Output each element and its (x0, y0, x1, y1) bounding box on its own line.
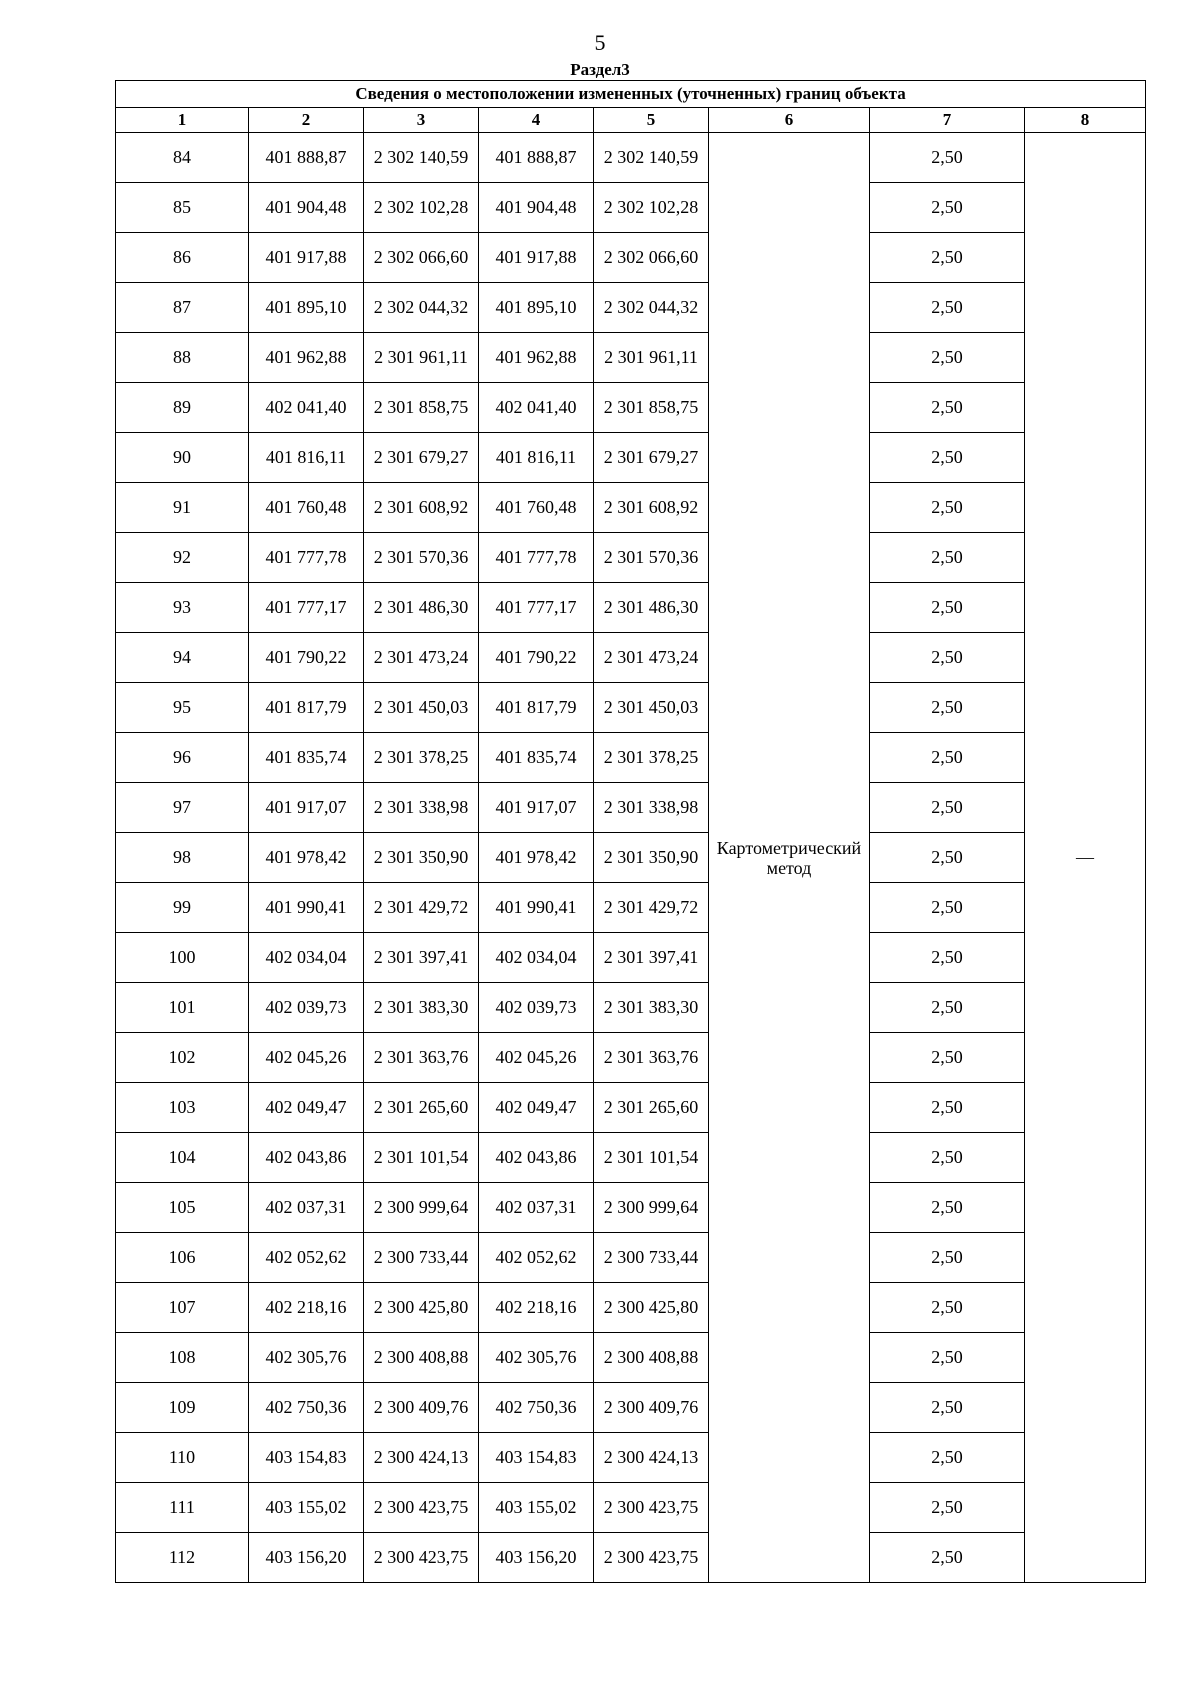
y-coordinate-cell: 2 302 066,60 (364, 233, 479, 283)
y-coordinate-cell: 2 301 608,92 (364, 483, 479, 533)
column-header-3: 3 (364, 108, 479, 133)
x-coordinate-refined-cell: 402 034,04 (479, 933, 594, 983)
y-coordinate-cell: 2 301 473,24 (364, 633, 479, 683)
point-number-cell: 95 (116, 683, 249, 733)
y-coordinate-refined-cell: 2 300 423,75 (594, 1533, 709, 1583)
x-coordinate-cell: 401 888,87 (249, 133, 364, 183)
table-row (116, 1433, 1146, 1483)
x-coordinate-refined-cell: 401 990,41 (479, 883, 594, 933)
coordinates-table (115, 80, 1146, 1583)
y-coordinate-refined-cell: 2 302 140,59 (594, 133, 709, 183)
x-coordinate-refined-cell: 401 888,87 (479, 133, 594, 183)
point-number-cell: 110 (116, 1433, 249, 1483)
y-coordinate-cell: 2 300 999,64 (364, 1183, 479, 1233)
x-coordinate-cell: 402 218,16 (249, 1283, 364, 1333)
y-coordinate-cell: 2 301 450,03 (364, 683, 479, 733)
x-coordinate-cell: 401 917,07 (249, 783, 364, 833)
y-coordinate-cell: 2 301 350,90 (364, 833, 479, 883)
point-number-cell: 96 (116, 733, 249, 783)
x-coordinate-cell: 401 816,11 (249, 433, 364, 483)
y-coordinate-refined-cell: 2 301 429,72 (594, 883, 709, 933)
accuracy-cell: 2,50 (870, 183, 1025, 233)
point-number-cell: 111 (116, 1483, 249, 1533)
point-number-cell: 104 (116, 1133, 249, 1183)
accuracy-cell: 2,50 (870, 433, 1025, 483)
x-coordinate-refined-cell: 403 154,83 (479, 1433, 594, 1483)
x-coordinate-refined-cell: 401 816,11 (479, 433, 594, 483)
table-row (116, 233, 1146, 283)
table-row (116, 1233, 1146, 1283)
table-row (116, 333, 1146, 383)
y-coordinate-refined-cell: 2 300 999,64 (594, 1183, 709, 1233)
x-coordinate-refined-cell: 401 790,22 (479, 633, 594, 683)
point-number-cell: 105 (116, 1183, 249, 1233)
x-coordinate-refined-cell: 401 760,48 (479, 483, 594, 533)
point-number-cell: 98 (116, 833, 249, 883)
column-header-7: 7 (870, 108, 1025, 133)
x-coordinate-refined-cell: 402 750,36 (479, 1383, 594, 1433)
accuracy-cell: 2,50 (870, 233, 1025, 283)
x-coordinate-cell: 402 034,04 (249, 933, 364, 983)
point-number-cell: 102 (116, 1033, 249, 1083)
table-row (116, 1533, 1146, 1583)
accuracy-cell: 2,50 (870, 133, 1025, 183)
point-number-cell: 85 (116, 183, 249, 233)
y-coordinate-refined-cell: 2 301 570,36 (594, 533, 709, 583)
y-coordinate-cell: 2 300 424,13 (364, 1433, 479, 1483)
accuracy-cell: 2,50 (870, 1033, 1025, 1083)
accuracy-cell: 2,50 (870, 283, 1025, 333)
x-coordinate-cell: 402 045,26 (249, 1033, 364, 1083)
x-coordinate-refined-cell: 401 962,88 (479, 333, 594, 383)
y-coordinate-refined-cell: 2 301 383,30 (594, 983, 709, 1033)
y-coordinate-cell: 2 301 961,11 (364, 333, 479, 383)
point-number-cell: 97 (116, 783, 249, 833)
y-coordinate-cell: 2 300 733,44 (364, 1233, 479, 1283)
accuracy-cell: 2,50 (870, 1383, 1025, 1433)
x-coordinate-refined-cell: 402 218,16 (479, 1283, 594, 1333)
y-coordinate-cell: 2 300 409,76 (364, 1383, 479, 1433)
x-coordinate-refined-cell: 403 155,02 (479, 1483, 594, 1533)
y-coordinate-cell: 2 302 102,28 (364, 183, 479, 233)
x-coordinate-refined-cell: 401 917,88 (479, 233, 594, 283)
y-coordinate-cell: 2 302 044,32 (364, 283, 479, 333)
y-coordinate-cell: 2 301 570,36 (364, 533, 479, 583)
x-coordinate-refined-cell: 402 041,40 (479, 383, 594, 433)
x-coordinate-refined-cell: 403 156,20 (479, 1533, 594, 1583)
table-row (116, 283, 1146, 333)
accuracy-cell: 2,50 (870, 633, 1025, 683)
table-row (116, 733, 1146, 783)
method-cell: Картометрический метод (709, 133, 870, 1583)
table-row (116, 433, 1146, 483)
accuracy-cell: 2,50 (870, 1483, 1025, 1533)
page-number: 5 (594, 30, 606, 55)
x-coordinate-cell: 401 962,88 (249, 333, 364, 383)
column-header-6: 6 (709, 108, 870, 133)
table-body (116, 133, 1146, 1583)
table-row (116, 883, 1146, 933)
x-coordinate-cell: 402 305,76 (249, 1333, 364, 1383)
x-coordinate-refined-cell: 401 978,42 (479, 833, 594, 883)
x-coordinate-cell: 402 750,36 (249, 1383, 364, 1433)
x-coordinate-refined-cell: 401 904,48 (479, 183, 594, 233)
y-coordinate-refined-cell: 2 301 378,25 (594, 733, 709, 783)
y-coordinate-refined-cell: 2 302 102,28 (594, 183, 709, 233)
x-coordinate-cell: 401 990,41 (249, 883, 364, 933)
y-coordinate-refined-cell: 2 301 397,41 (594, 933, 709, 983)
x-coordinate-cell: 401 790,22 (249, 633, 364, 683)
x-coordinate-refined-cell: 401 835,74 (479, 733, 594, 783)
table-row (116, 833, 1146, 883)
table-row (116, 183, 1146, 233)
table-row (116, 383, 1146, 433)
point-number-cell: 107 (116, 1283, 249, 1333)
accuracy-cell: 2,50 (870, 483, 1025, 533)
accuracy-cell: 2,50 (870, 1233, 1025, 1283)
x-coordinate-refined-cell: 402 037,31 (479, 1183, 594, 1233)
y-coordinate-refined-cell: 2 301 450,03 (594, 683, 709, 733)
accuracy-cell: 2,50 (870, 883, 1025, 933)
x-coordinate-cell: 401 777,78 (249, 533, 364, 583)
y-coordinate-refined-cell: 2 302 044,32 (594, 283, 709, 333)
table-row (116, 1133, 1146, 1183)
table-row (116, 983, 1146, 1033)
y-coordinate-refined-cell: 2 301 101,54 (594, 1133, 709, 1183)
accuracy-cell: 2,50 (870, 1133, 1025, 1183)
point-number-cell: 92 (116, 533, 249, 583)
point-number-cell: 108 (116, 1333, 249, 1383)
accuracy-cell: 2,50 (870, 683, 1025, 733)
y-coordinate-cell: 2 300 408,88 (364, 1333, 479, 1383)
y-coordinate-refined-cell: 2 301 486,30 (594, 583, 709, 633)
y-coordinate-cell: 2 300 425,80 (364, 1283, 479, 1333)
column-number-row (116, 108, 1146, 133)
x-coordinate-cell: 402 052,62 (249, 1233, 364, 1283)
y-coordinate-cell: 2 301 679,27 (364, 433, 479, 483)
y-coordinate-refined-cell: 2 301 338,98 (594, 783, 709, 833)
point-number-cell: 106 (116, 1233, 249, 1283)
y-coordinate-cell: 2 301 101,54 (364, 1133, 479, 1183)
table-row (116, 1083, 1146, 1133)
accuracy-cell: 2,50 (870, 1183, 1025, 1233)
point-number-cell: 88 (116, 333, 249, 383)
x-coordinate-cell: 402 043,86 (249, 1133, 364, 1183)
y-coordinate-refined-cell: 2 300 425,80 (594, 1283, 709, 1333)
x-coordinate-refined-cell: 401 917,07 (479, 783, 594, 833)
y-coordinate-refined-cell: 2 301 350,90 (594, 833, 709, 883)
accuracy-cell: 2,50 (870, 783, 1025, 833)
accuracy-cell: 2,50 (870, 1433, 1025, 1483)
table-row (116, 683, 1146, 733)
point-number-cell: 99 (116, 883, 249, 933)
x-coordinate-refined-cell: 402 043,86 (479, 1133, 594, 1183)
y-coordinate-refined-cell: 2 301 608,92 (594, 483, 709, 533)
column-header-1: 1 (116, 108, 249, 133)
y-coordinate-cell: 2 301 363,76 (364, 1033, 479, 1083)
accuracy-cell: 2,50 (870, 1283, 1025, 1333)
x-coordinate-cell: 401 978,42 (249, 833, 364, 883)
table-row (116, 483, 1146, 533)
y-coordinate-cell: 2 300 423,75 (364, 1533, 479, 1583)
point-number-cell: 86 (116, 233, 249, 283)
y-coordinate-refined-cell: 2 301 961,11 (594, 333, 709, 383)
point-number-cell: 90 (116, 433, 249, 483)
x-coordinate-refined-cell: 401 817,79 (479, 683, 594, 733)
y-coordinate-refined-cell: 2 300 424,13 (594, 1433, 709, 1483)
accuracy-cell: 2,50 (870, 333, 1025, 383)
x-coordinate-refined-cell: 402 045,26 (479, 1033, 594, 1083)
point-number-cell: 91 (116, 483, 249, 533)
x-coordinate-refined-cell: 402 305,76 (479, 1333, 594, 1383)
point-number-cell: 89 (116, 383, 249, 433)
y-coordinate-cell: 2 301 397,41 (364, 933, 479, 983)
table-row (116, 583, 1146, 633)
x-coordinate-refined-cell: 401 777,78 (479, 533, 594, 583)
accuracy-cell: 2,50 (870, 833, 1025, 883)
point-number-cell: 100 (116, 933, 249, 983)
table-row (116, 533, 1146, 583)
y-coordinate-cell: 2 300 423,75 (364, 1483, 479, 1533)
x-coordinate-refined-cell: 401 777,17 (479, 583, 594, 633)
point-number-cell: 103 (116, 1083, 249, 1133)
table-row (116, 783, 1146, 833)
point-number-cell: 87 (116, 283, 249, 333)
column-8-cell: — (1025, 133, 1146, 1583)
column-header-2: 2 (249, 108, 364, 133)
y-coordinate-refined-cell: 2 302 066,60 (594, 233, 709, 283)
accuracy-cell: 2,50 (870, 383, 1025, 433)
point-number-cell: 112 (116, 1533, 249, 1583)
x-coordinate-refined-cell: 402 049,47 (479, 1083, 594, 1133)
table-row (116, 133, 1146, 183)
point-number-cell: 94 (116, 633, 249, 683)
point-number-cell: 109 (116, 1383, 249, 1433)
y-coordinate-refined-cell: 2 300 408,88 (594, 1333, 709, 1383)
point-number-cell: 93 (116, 583, 249, 633)
x-coordinate-cell: 402 039,73 (249, 983, 364, 1033)
table-row (116, 1033, 1146, 1083)
table-row (116, 1483, 1146, 1533)
accuracy-cell: 2,50 (870, 933, 1025, 983)
x-coordinate-cell: 401 917,88 (249, 233, 364, 283)
table-row (116, 933, 1146, 983)
table-row (116, 1183, 1146, 1233)
y-coordinate-refined-cell: 2 300 733,44 (594, 1233, 709, 1283)
x-coordinate-cell: 401 817,79 (249, 683, 364, 733)
table-caption: Сведения о местоположении измененных (уточненных) границ объекта (116, 81, 1146, 108)
y-coordinate-refined-cell: 2 301 858,75 (594, 383, 709, 433)
accuracy-cell: 2,50 (870, 533, 1025, 583)
accuracy-cell: 2,50 (870, 1333, 1025, 1383)
y-coordinate-cell: 2 301 338,98 (364, 783, 479, 833)
x-coordinate-cell: 402 049,47 (249, 1083, 364, 1133)
y-coordinate-cell: 2 302 140,59 (364, 133, 479, 183)
y-coordinate-cell: 2 301 429,72 (364, 883, 479, 933)
y-coordinate-refined-cell: 2 301 473,24 (594, 633, 709, 683)
x-coordinate-refined-cell: 401 895,10 (479, 283, 594, 333)
y-coordinate-cell: 2 301 378,25 (364, 733, 479, 783)
table-row (116, 633, 1146, 683)
x-coordinate-cell: 401 835,74 (249, 733, 364, 783)
x-coordinate-cell: 401 904,48 (249, 183, 364, 233)
column-header-8: 8 (1025, 108, 1146, 133)
accuracy-cell: 2,50 (870, 1083, 1025, 1133)
x-coordinate-cell: 403 155,02 (249, 1483, 364, 1533)
accuracy-cell: 2,50 (870, 733, 1025, 783)
x-coordinate-cell: 403 154,83 (249, 1433, 364, 1483)
x-coordinate-cell: 401 895,10 (249, 283, 364, 333)
accuracy-cell: 2,50 (870, 583, 1025, 633)
x-coordinate-cell: 401 760,48 (249, 483, 364, 533)
point-number-cell: 101 (116, 983, 249, 1033)
y-coordinate-cell: 2 301 265,60 (364, 1083, 479, 1133)
y-coordinate-refined-cell: 2 300 409,76 (594, 1383, 709, 1433)
table-row (116, 1283, 1146, 1333)
y-coordinate-cell: 2 301 858,75 (364, 383, 479, 433)
table-row (116, 1383, 1146, 1433)
x-coordinate-cell: 402 041,40 (249, 383, 364, 433)
column-header-4: 4 (479, 108, 594, 133)
table-row (116, 1333, 1146, 1383)
y-coordinate-cell: 2 301 383,30 (364, 983, 479, 1033)
point-number-cell: 84 (116, 133, 249, 183)
x-coordinate-cell: 402 037,31 (249, 1183, 364, 1233)
column-header-5: 5 (594, 108, 709, 133)
x-coordinate-cell: 401 777,17 (249, 583, 364, 633)
x-coordinate-refined-cell: 402 039,73 (479, 983, 594, 1033)
x-coordinate-refined-cell: 402 052,62 (479, 1233, 594, 1283)
y-coordinate-refined-cell: 2 301 363,76 (594, 1033, 709, 1083)
accuracy-cell: 2,50 (870, 983, 1025, 1033)
y-coordinate-refined-cell: 2 301 265,60 (594, 1083, 709, 1133)
section-title: Раздел3 (570, 60, 630, 79)
accuracy-cell: 2,50 (870, 1533, 1025, 1583)
y-coordinate-refined-cell: 2 301 679,27 (594, 433, 709, 483)
x-coordinate-cell: 403 156,20 (249, 1533, 364, 1583)
y-coordinate-cell: 2 301 486,30 (364, 583, 479, 633)
y-coordinate-refined-cell: 2 300 423,75 (594, 1483, 709, 1533)
